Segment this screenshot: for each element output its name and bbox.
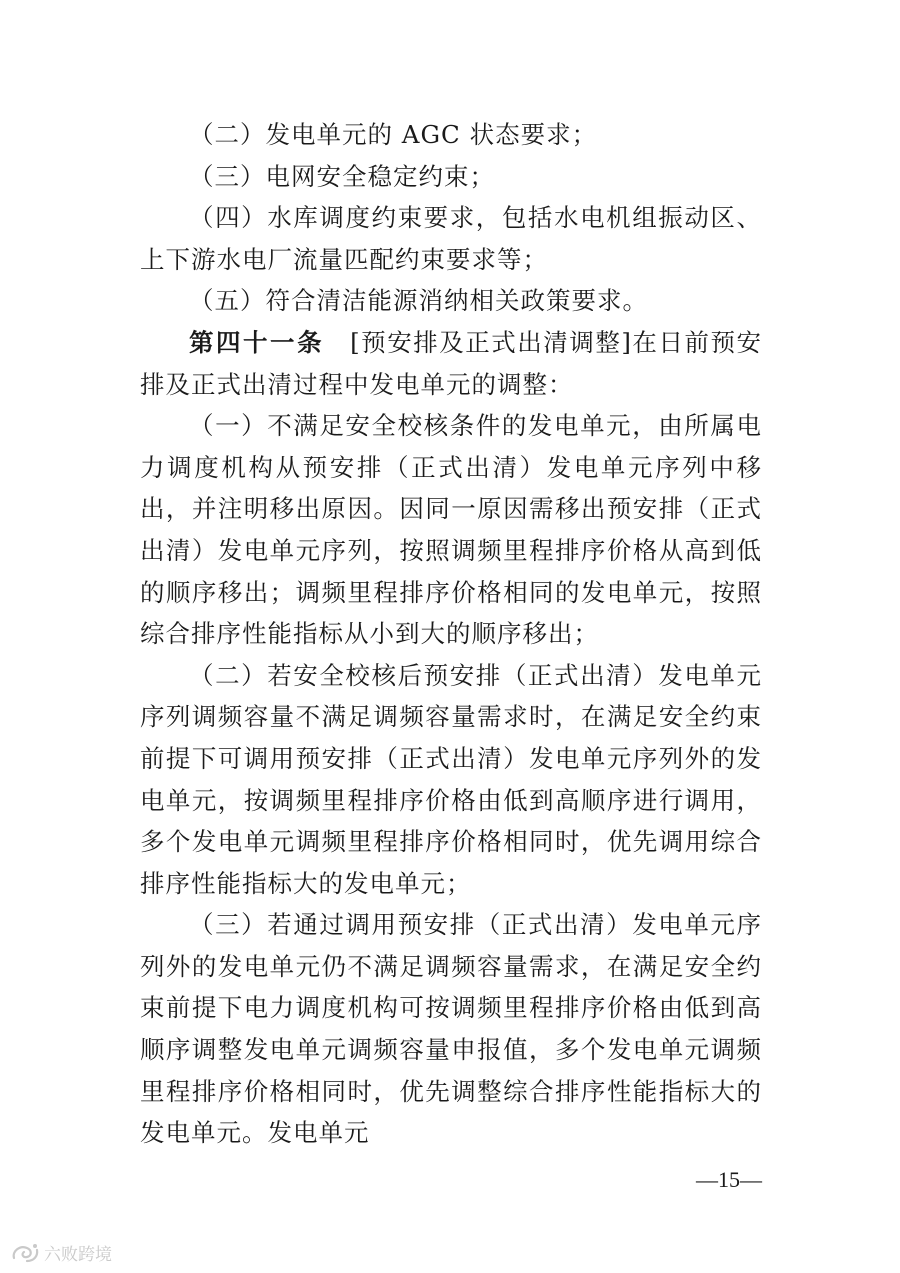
paragraph-item-4-reservoir xyxy=(140,197,762,280)
paragraph-text: （一）不满足安全校核条件的发电单元，由所属电力调度机构从预安排（正式出清）发电单元序列中移出，并注明移出原因。因同一原因需移出预安排（正式出清）发电单元序列，按照调频里程排序价格从高到低的顺序移出；调频里程排序价格相同的发电单元，按照综合排序性能指标从小到大的顺序移出； xyxy=(140,411,762,649)
page-number: —15— xyxy=(696,1167,762,1192)
paragraph-text: （三）若通过调用预安排（正式出清）发电单元序列外的发电单元仍不满足调频容量需求，在满足安全约束前提下电力调度机构可按调频里程排序价格由低到高顺序调整发电单元调频容量申报值，多个发电单元调频里程排序价格相同时，优先调整综合排序性能指标大的发电单元。发电单元 xyxy=(140,910,762,1148)
paragraph-item-2-agc xyxy=(140,114,762,156)
logo-swirl-icon xyxy=(10,1242,40,1264)
article-41 xyxy=(140,322,762,405)
paragraph-text: （四）水库调度约束要求，包括水电机组振动区、上下游水电厂流量匹配约束要求等； xyxy=(140,203,762,274)
paragraph-text: （五）符合清洁能源消纳相关政策要求。 xyxy=(189,286,648,316)
paragraph-text: （二）若安全校核后预安排（正式出清）发电单元序列调频容量不满足调频容量需求时，在满足安全约束前提下可调用预安排（正式出清）发电单元序列外的发电单元，按调频里程排序价格由低到高顺序进行调用，多个发电单元调频里程排序价格相同时，优先调用综合排序性能指标大的发电单元； xyxy=(140,660,762,898)
paragraph-text: （二）发电单元的 AGC 状态要求； xyxy=(189,120,598,149)
paragraph-item-5-clean-energy xyxy=(140,280,762,322)
paragraph-text: [预安排及正式出清调整]在日前预安排及正式出清过程中发电单元的调整： xyxy=(140,327,762,399)
paragraph-text: （三）电网安全稳定约束； xyxy=(189,161,495,191)
watermark xyxy=(10,1240,112,1265)
paragraph-sub-3 xyxy=(140,904,762,1154)
paragraph-sub-1 xyxy=(140,405,762,655)
watermark-text: 六败跨境 xyxy=(44,1245,112,1265)
article-title: 第四十一条 xyxy=(189,327,325,357)
document-body xyxy=(140,114,762,1154)
paragraph-sub-2 xyxy=(140,655,762,905)
paragraph-item-3-grid-stability xyxy=(140,156,762,198)
